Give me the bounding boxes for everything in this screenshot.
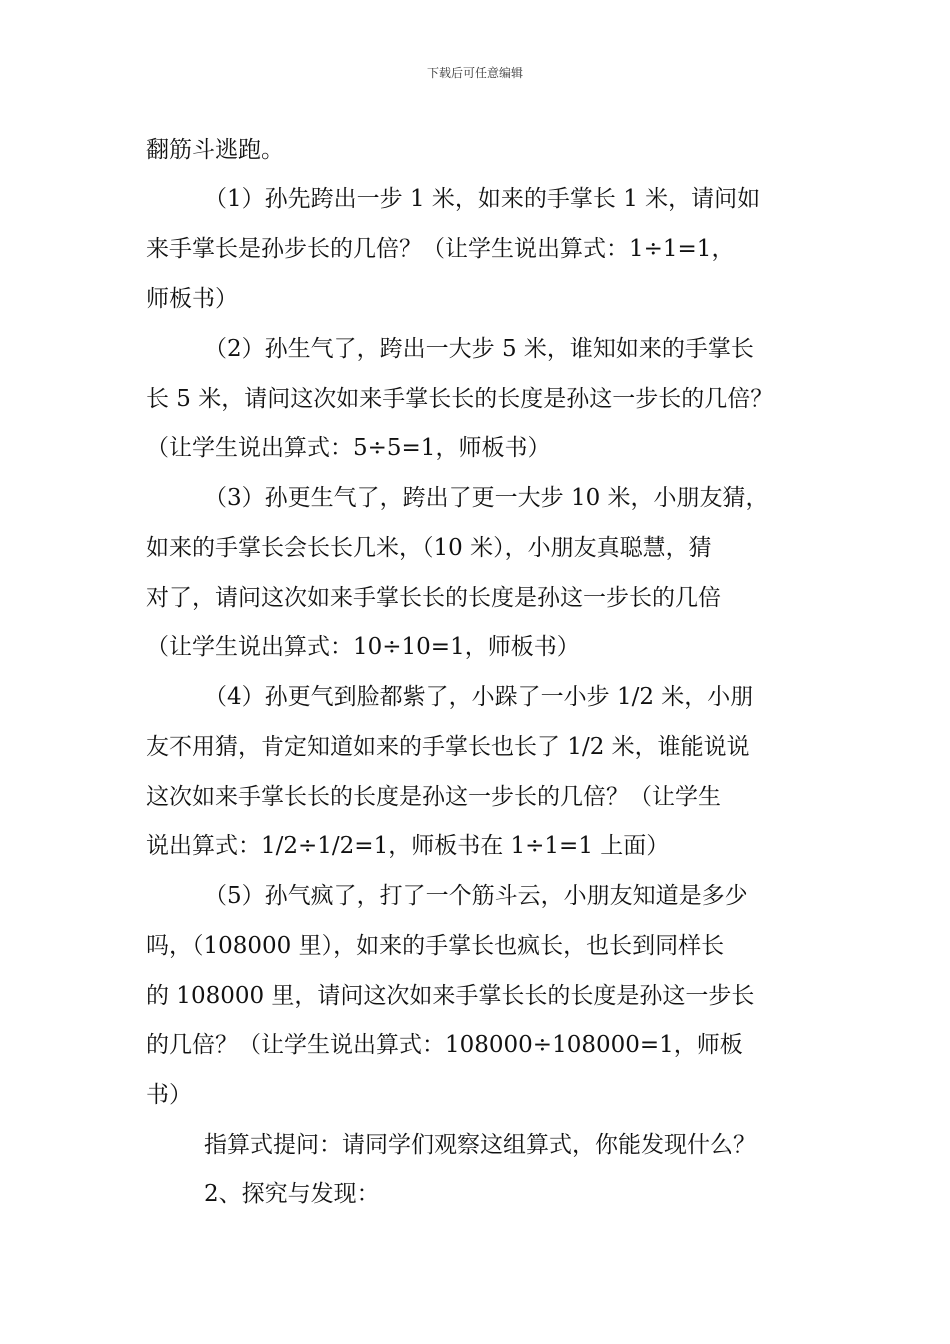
text-line: 书） (146, 1082, 192, 1108)
text-line: （2）孙生气了，跨出一大步 5 米，谁知如来的手掌长 (204, 336, 754, 362)
text-line: （让学生说出算式：10÷10=1，师板书） (146, 634, 580, 660)
text-line: （5）孙气疯了，打了一个筋斗云，小朋友知道是多少 (204, 883, 748, 909)
text-line: 吗，（108000 里），如来的手掌长也疯长，也长到同样长 (146, 933, 725, 959)
text-line: 如来的手掌长会长长几米，（10 米），小朋友真聪慧，猜 (146, 535, 712, 561)
text-line: （让学生说出算式：5÷5=1，师板书） (146, 435, 551, 461)
text-line: 来手掌长是孙步长的几倍？（让学生说出算式：1÷1=1， (146, 236, 735, 262)
text-line: 这次如来手掌长长的长度是孙这一步长的几倍？（让学生 (146, 784, 721, 810)
text-line: 说出算式：1/2÷1/2=1，师板书在 1÷1=1 上面） (146, 833, 670, 859)
text-line: 的 108000 里，请问这次如来手掌长长的长度是孙这一步长 (146, 983, 755, 1009)
text-line: （1）孙先跨出一步 1 米，如来的手掌长 1 米，请问如 (204, 186, 761, 212)
text-line: 指算式提问：请同学们观察这组算式，你能发现什么？ (204, 1132, 756, 1158)
text-line: 友不用猜，肯定知道如来的手掌长也长了 1/2 米，谁能说说 (146, 734, 750, 760)
text-line: 翻筋斗逃跑。 (146, 137, 284, 163)
text-line: 对了，请问这次如来手掌长长的长度是孙这一步长的几倍 (146, 585, 721, 611)
text-line: 长 5 米，请问这次如来手掌长长的长度是孙这一步长的几倍？ (146, 386, 774, 412)
text-line: （3）孙更生气了，跨出了更一大步 10 米，小朋友猜， (204, 485, 769, 511)
text-line: （4）孙更气到脸都紫了，小跺了一小步 1/2 米，小朋 (204, 684, 754, 710)
text-line: 2、探究与发现： (204, 1181, 380, 1207)
text-line: 师板书） (146, 286, 238, 312)
text-line: 的几倍？（让学生说出算式：108000÷108000=1，师板 (146, 1032, 743, 1058)
page-header: 下载后可任意编辑 (426, 66, 523, 80)
